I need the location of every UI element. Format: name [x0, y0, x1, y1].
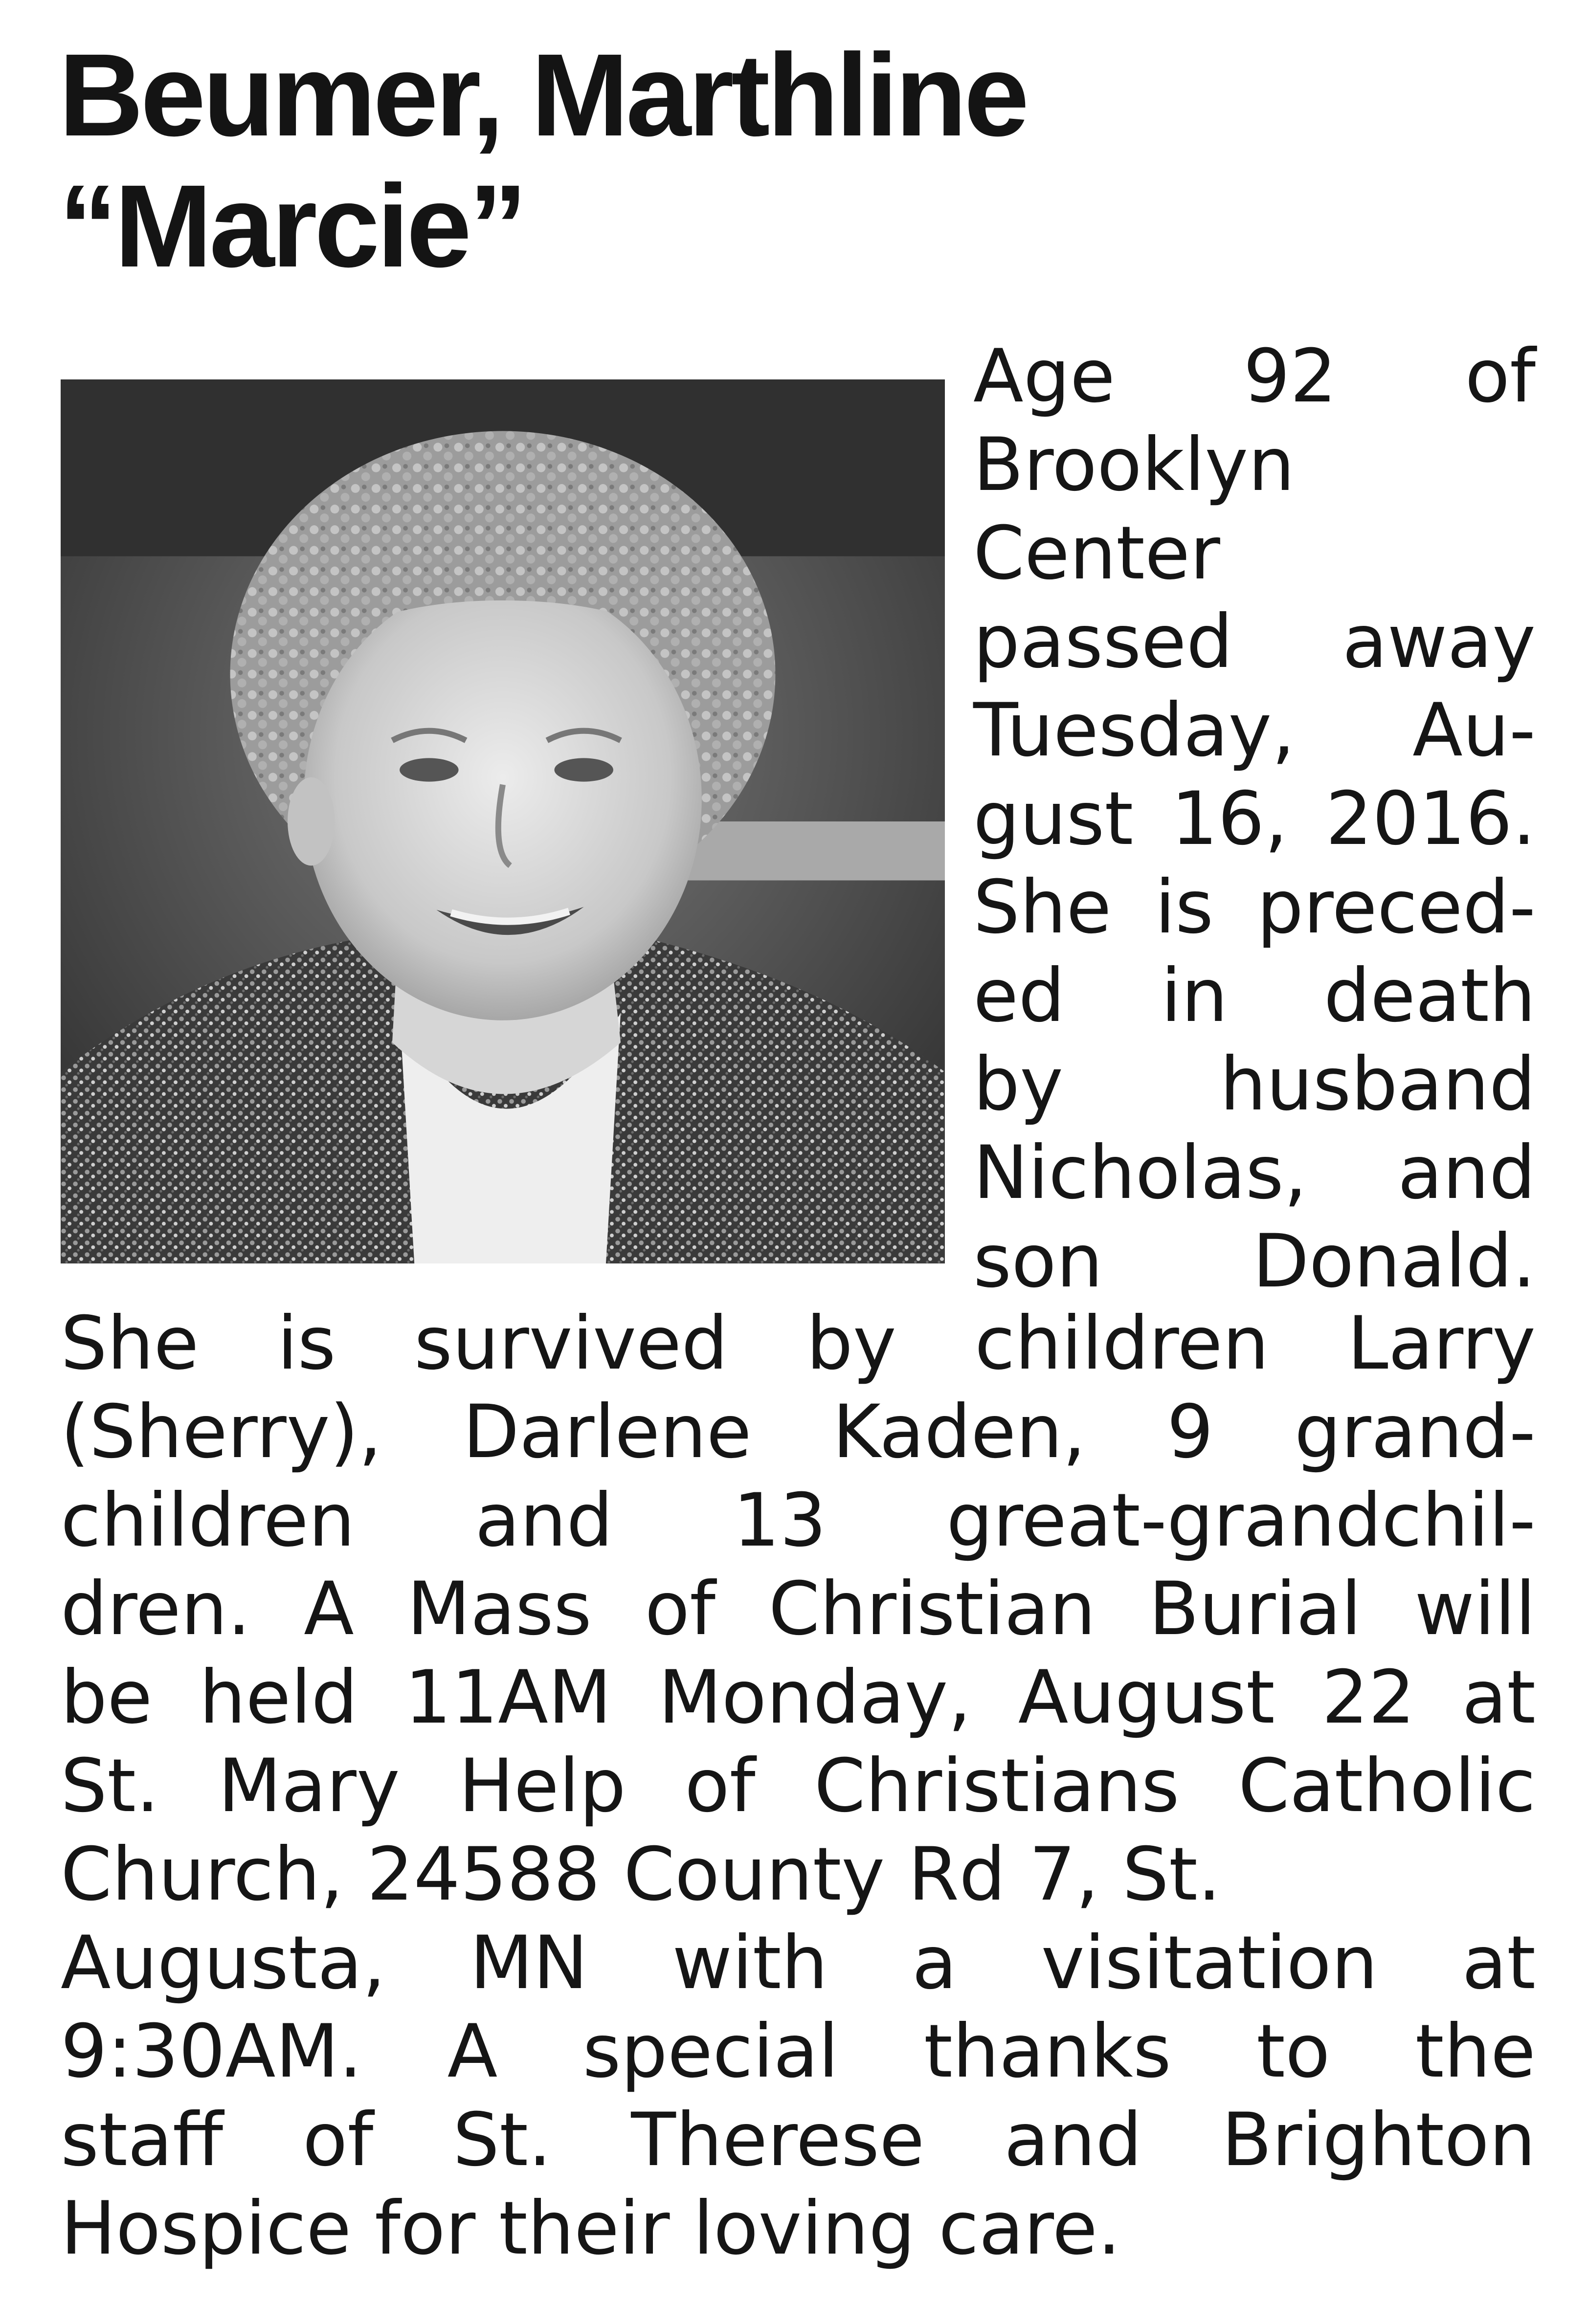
- text-line: children and 13 great-grandchil-: [61, 1478, 1536, 1563]
- headline-nickname: “Marcie”: [59, 160, 525, 291]
- text-line: son Donald.: [973, 1219, 1536, 1304]
- text-line: St. Mary Help of Christians Catholic: [61, 1744, 1536, 1829]
- text-line: dren. A Mass of Christian Burial will: [61, 1567, 1536, 1652]
- text-line: Brooklyn: [973, 422, 1295, 508]
- obituary-body-text: [61, 1300, 1536, 2273]
- text-line: be held 11AM Monday, August 22 at: [61, 1655, 1536, 1740]
- text-line: gust 16, 2016.: [973, 776, 1536, 862]
- portrait-photo-icon: [61, 379, 945, 1263]
- obituary-headline: [59, 29, 1526, 291]
- text-line: passed away: [973, 599, 1536, 685]
- text-line: staff of St. Therese and Brighton: [61, 2098, 1536, 2183]
- obituary-text-beside-photo: [973, 332, 1536, 1306]
- text-line: 9:30AM. A special thanks to the: [61, 2009, 1536, 2094]
- headline-name: Beumer, Marthline: [59, 29, 1027, 160]
- text-line: Center: [973, 511, 1220, 596]
- portrait-photo: [61, 379, 945, 1263]
- text-line: Hospice for their loving care.: [61, 2186, 1121, 2271]
- text-line: She is survived by children Larry: [61, 1301, 1536, 1386]
- text-line: ed in death: [973, 953, 1536, 1039]
- text-line: Age 92 of: [973, 334, 1536, 419]
- text-line: (Sherry), Darlene Kaden, 9 grand-: [61, 1390, 1536, 1475]
- text-line: Nicholas, and: [973, 1130, 1536, 1216]
- text-line: She is preced-: [973, 865, 1536, 950]
- text-line: Augusta, MN with a visitation at: [61, 1921, 1536, 2006]
- text-line: by husband: [973, 1042, 1536, 1127]
- text-line: Tuesday, Au-: [973, 688, 1536, 773]
- text-line: Church, 24588 County Rd 7, St.: [61, 1832, 1221, 1917]
